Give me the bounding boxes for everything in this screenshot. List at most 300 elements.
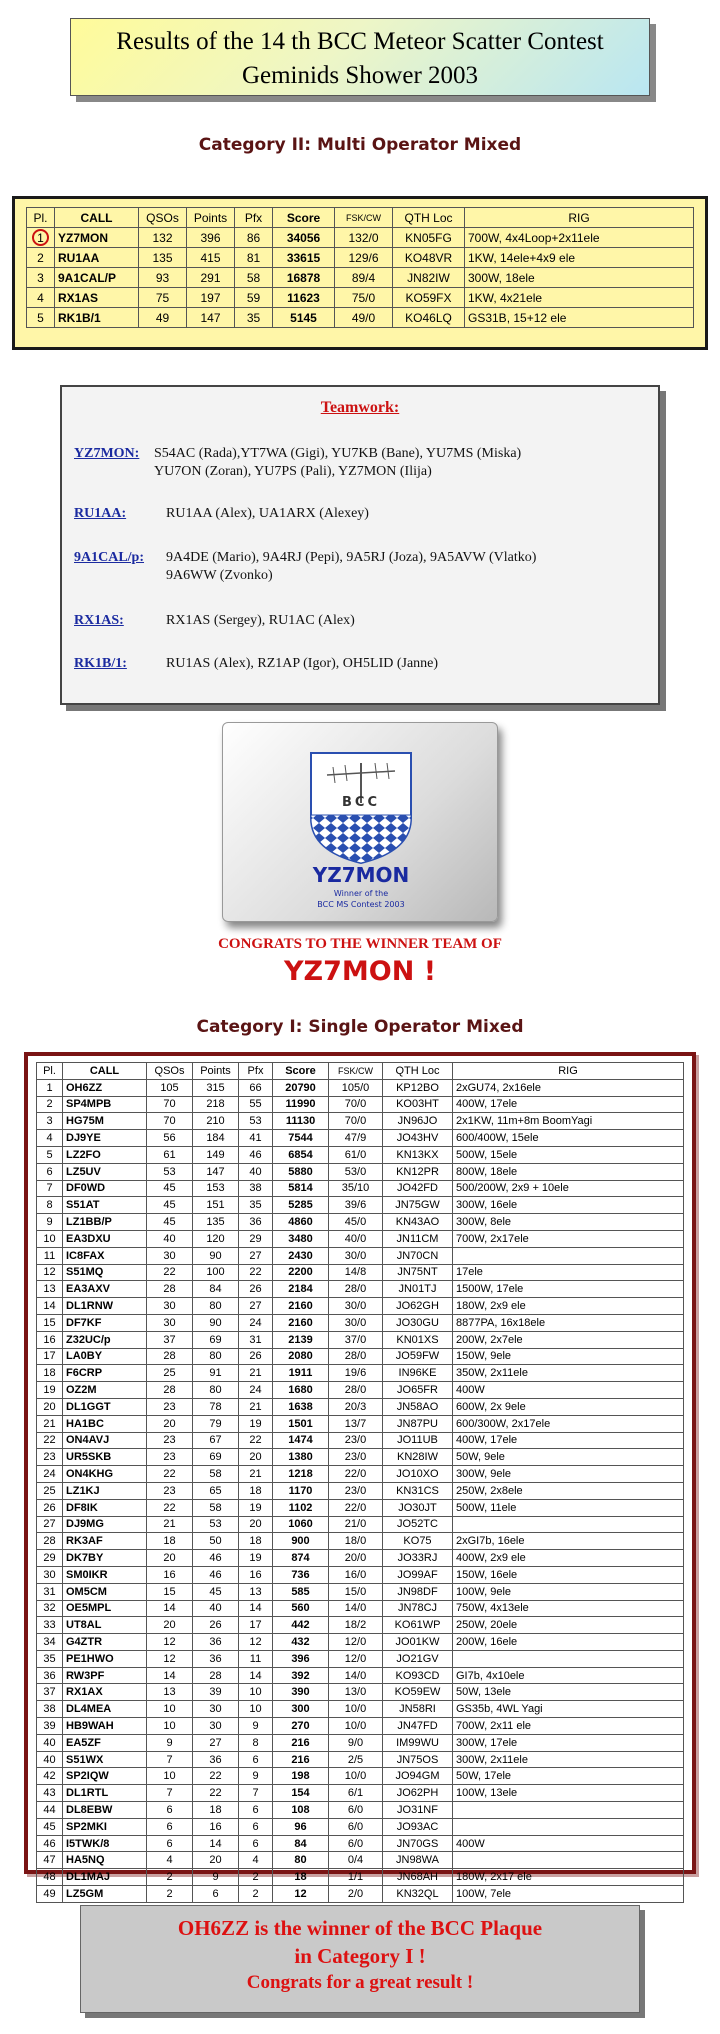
table-cell: 27	[239, 1298, 273, 1315]
table-cell: 585	[273, 1583, 329, 1600]
table-cell: 500W, 11ele	[453, 1499, 684, 1516]
table-row	[27, 308, 694, 328]
table-cell: 38	[239, 1180, 273, 1197]
table-cell: 14/0	[329, 1600, 383, 1617]
table-cell: KO61WP	[383, 1617, 453, 1634]
table-cell: 39	[37, 1718, 63, 1735]
table-cell: 11623	[273, 288, 335, 308]
table-cell: 32	[37, 1600, 63, 1617]
table-row	[37, 1331, 684, 1348]
table-cell: 9	[239, 1718, 273, 1735]
table-cell: DF7KF	[63, 1314, 147, 1331]
table-cell: 11990	[273, 1096, 329, 1113]
table-cell: 350W, 2x11ele	[453, 1365, 684, 1382]
table-cell: 21	[239, 1466, 273, 1483]
table-cell: 20	[193, 1852, 239, 1869]
congrats-line: CONGRATS TO THE WINNER TEAM OF	[218, 936, 502, 952]
winner-team-call: YZ7MON !	[283, 956, 437, 987]
table-cell: HB9WAH	[63, 1718, 147, 1735]
winner-announcement-line3: Congrats for a great result !	[246, 1972, 474, 1993]
table-row	[37, 1566, 684, 1583]
table-cell: 22	[239, 1264, 273, 1281]
table-cell: JN70CN	[383, 1247, 453, 1264]
table-cell: IN96KE	[383, 1365, 453, 1382]
table-cell: 6/1	[329, 1785, 383, 1802]
table-cell: 12	[37, 1264, 63, 1281]
table-row	[37, 1734, 684, 1751]
table-cell: 9	[147, 1734, 193, 1751]
table-cell: 70	[147, 1113, 193, 1130]
table-cell: 12	[147, 1634, 193, 1651]
table-cell: 80	[193, 1382, 239, 1399]
table-cell: DJ9YE	[63, 1130, 147, 1147]
table-cell: 30	[147, 1314, 193, 1331]
table-cell: DL1RTL	[63, 1785, 147, 1802]
table-cell: 900	[273, 1533, 329, 1550]
column-header: RIG	[465, 208, 694, 228]
table-row	[37, 1516, 684, 1533]
table-cell: 600/300W, 2x17ele	[453, 1415, 684, 1432]
team-members	[154, 445, 648, 481]
table-cell: 300	[273, 1701, 329, 1718]
table-cell: 151	[193, 1197, 239, 1214]
table-cell: 38	[37, 1701, 63, 1718]
table-cell: 34056	[273, 228, 335, 248]
table-cell: 4	[27, 288, 55, 308]
table-row	[37, 1096, 684, 1113]
table-cell: 44	[37, 1802, 63, 1819]
table-cell: 14	[193, 1835, 239, 1852]
table-cell: 8	[239, 1734, 273, 1751]
table-cell: 36	[193, 1650, 239, 1667]
table-cell: 89/4	[335, 268, 393, 288]
table-cell: 31	[239, 1331, 273, 1348]
winner-circle-icon	[32, 229, 49, 246]
table-cell: 2	[239, 1869, 273, 1886]
category-2-header-row	[27, 208, 694, 228]
table-cell: KN31CS	[383, 1482, 453, 1499]
table-row	[37, 1348, 684, 1365]
table-cell: 55	[239, 1096, 273, 1113]
table-cell: JO52TC	[383, 1516, 453, 1533]
table-cell: JO62PH	[383, 1785, 453, 1802]
table-cell: 14/8	[329, 1264, 383, 1281]
table-cell: 2	[147, 1886, 193, 1903]
table-cell: 13	[147, 1684, 193, 1701]
table-cell: 315	[193, 1079, 239, 1096]
table-cell: DK7BY	[63, 1550, 147, 1567]
table-row	[37, 1600, 684, 1617]
team-call: RX1AS:	[74, 613, 124, 628]
table-cell: 197	[187, 288, 235, 308]
table-cell: 43	[37, 1785, 63, 1802]
table-cell: 33	[37, 1617, 63, 1634]
table-cell: 17	[239, 1617, 273, 1634]
table-cell: 15	[147, 1583, 193, 1600]
table-cell: 17ele	[453, 1264, 684, 1281]
table-cell: JN98DF	[383, 1583, 453, 1600]
table-cell: DL8EBW	[63, 1802, 147, 1819]
table-cell: 5285	[273, 1197, 329, 1214]
table-cell: 69	[193, 1331, 239, 1348]
table-cell: 30	[193, 1718, 239, 1735]
table-cell: 200W, 16ele	[453, 1634, 684, 1651]
table-cell: 28	[193, 1667, 239, 1684]
table-cell: JN87PU	[383, 1415, 453, 1432]
table-cell: 2xGI7b, 16ele	[453, 1533, 684, 1550]
table-cell: 135	[139, 248, 187, 268]
table-cell: RX1AX	[63, 1684, 147, 1701]
table-cell: JN75GW	[383, 1197, 453, 1214]
table-cell: 1	[27, 228, 55, 248]
table-cell: 2080	[273, 1348, 329, 1365]
table-cell: 21/0	[329, 1516, 383, 1533]
team-members-line: 9A4DE (Mario), 9A4RJ (Pepi), 9A5RJ (Joza), 9A5AVW (Vlatko)	[166, 550, 537, 565]
team-members-line: YU7ON (Zoran), YU7PS (Pali), YZ7MON (Ilija)	[154, 464, 432, 479]
table-cell: 400W, 17ele	[453, 1432, 684, 1449]
table-row	[37, 1281, 684, 1298]
team-members	[166, 505, 648, 523]
table-cell: 14	[147, 1667, 193, 1684]
team-call: RU1AA:	[74, 506, 127, 521]
table-row	[37, 1449, 684, 1466]
table-cell: 9	[239, 1768, 273, 1785]
table-cell: 1KW, 14ele+4x9 ele	[465, 248, 694, 268]
table-cell: 9/0	[329, 1734, 383, 1751]
table-cell: 30	[147, 1247, 193, 1264]
table-cell: DF0WD	[63, 1180, 147, 1197]
table-cell: 700W, 2x11 ele	[453, 1718, 684, 1735]
table-row	[37, 1835, 684, 1852]
table-cell: 6854	[273, 1146, 329, 1163]
table-cell: EA3DXU	[63, 1230, 147, 1247]
table-cell: 154	[273, 1785, 329, 1802]
table-cell: JN82IW	[393, 268, 465, 288]
table-row	[37, 1230, 684, 1247]
table-cell: 2	[239, 1886, 273, 1903]
teamwork-title: Teamwork:	[320, 399, 400, 416]
table-cell: 4	[37, 1130, 63, 1147]
table-row	[27, 288, 694, 308]
table-cell: JO10XO	[383, 1466, 453, 1483]
table-cell: 2139	[273, 1331, 329, 1348]
table-cell: 149	[193, 1146, 239, 1163]
table-row	[37, 1432, 684, 1449]
column-header: QTH Loc	[393, 208, 465, 228]
table-cell: KO93CD	[383, 1667, 453, 1684]
table-cell: OE5MPL	[63, 1600, 147, 1617]
table-cell: 14	[147, 1600, 193, 1617]
table-cell: 10	[147, 1701, 193, 1718]
table-cell: 2430	[273, 1247, 329, 1264]
table-cell: S51WX	[63, 1751, 147, 1768]
table-cell: G4ZTR	[63, 1634, 147, 1651]
table-row	[37, 1298, 684, 1315]
team-call: RK1B/1:	[74, 656, 127, 671]
table-cell: 11	[37, 1247, 63, 1264]
table-cell: 35	[239, 1197, 273, 1214]
table-cell: 198	[273, 1768, 329, 1785]
table-cell: 23	[37, 1449, 63, 1466]
table-row	[37, 1617, 684, 1634]
table-cell: 16	[147, 1566, 193, 1583]
table-cell: RK1B/1	[55, 308, 139, 328]
table-cell: KP12BO	[383, 1079, 453, 1096]
table-row	[27, 228, 694, 248]
table-cell: 300W, 16ele	[453, 1197, 684, 1214]
table-cell: 29	[239, 1230, 273, 1247]
table-row	[37, 1180, 684, 1197]
table-cell: 12	[239, 1634, 273, 1651]
table-cell: 79	[193, 1415, 239, 1432]
winner-announcement-box	[80, 1905, 640, 2013]
table-cell: 50W, 9ele	[453, 1449, 684, 1466]
table-cell: 2	[27, 248, 55, 268]
table-cell: 1680	[273, 1382, 329, 1399]
table-cell: 1/1	[329, 1869, 383, 1886]
table-row	[37, 1499, 684, 1516]
table-cell: 3	[37, 1113, 63, 1130]
table-cell: 9	[193, 1869, 239, 1886]
table-cell: JN75OS	[383, 1751, 453, 1768]
table-cell: GS31B, 15+12 ele	[465, 308, 694, 328]
table-cell: 210	[193, 1113, 239, 1130]
table-cell: 40	[239, 1163, 273, 1180]
table-cell: 108	[273, 1802, 329, 1819]
table-cell: 442	[273, 1617, 329, 1634]
table-cell: 560	[273, 1600, 329, 1617]
table-cell: JN78CJ	[383, 1600, 453, 1617]
table-cell: 2/0	[329, 1886, 383, 1903]
plaque-logo-text: BCC	[342, 795, 380, 810]
table-cell: 33615	[273, 248, 335, 268]
table-cell: 105/0	[329, 1079, 383, 1096]
table-cell: 218	[193, 1096, 239, 1113]
table-cell: 5	[37, 1146, 63, 1163]
table-cell: 16878	[273, 268, 335, 288]
results-title	[70, 18, 650, 96]
table-cell: JO65FR	[383, 1382, 453, 1399]
table-cell: 12	[147, 1650, 193, 1667]
table-cell: 10	[147, 1768, 193, 1785]
table-cell: 22	[239, 1432, 273, 1449]
table-cell: 23/0	[329, 1482, 383, 1499]
table-cell: SP2IQW	[63, 1768, 147, 1785]
team-entry	[74, 445, 648, 485]
table-cell: 10	[147, 1718, 193, 1735]
table-cell: 28/0	[329, 1281, 383, 1298]
table-cell: JO33RJ	[383, 1550, 453, 1567]
table-cell: 1474	[273, 1432, 329, 1449]
table-row	[37, 1247, 684, 1264]
table-cell: 132/0	[335, 228, 393, 248]
table-cell: 4	[239, 1852, 273, 1869]
table-cell: DJ9MG	[63, 1516, 147, 1533]
table-cell: 30	[37, 1566, 63, 1583]
table-cell: 49	[37, 1886, 63, 1903]
table-row	[27, 248, 694, 268]
column-header: QSOs	[139, 208, 187, 228]
table-cell: 7	[37, 1180, 63, 1197]
table-cell: GI7b, 4x10ele	[453, 1667, 684, 1684]
table-cell: 20	[239, 1449, 273, 1466]
table-cell: 11130	[273, 1113, 329, 1130]
table-cell: 22	[147, 1499, 193, 1516]
table-cell: JO30GU	[383, 1314, 453, 1331]
table-cell: 10	[239, 1701, 273, 1718]
table-cell: 216	[273, 1734, 329, 1751]
table-cell: 9A1CAL/P	[55, 268, 139, 288]
table-row	[37, 1533, 684, 1550]
table-cell: 70	[147, 1096, 193, 1113]
table-cell: 300W, 18ele	[465, 268, 694, 288]
table-cell: 11	[239, 1650, 273, 1667]
table-cell: JO59FW	[383, 1348, 453, 1365]
table-cell: 6/0	[329, 1818, 383, 1835]
table-cell: SP2MKI	[63, 1818, 147, 1835]
table-cell: 22	[37, 1432, 63, 1449]
table-cell: 2160	[273, 1314, 329, 1331]
table-cell: 34	[37, 1634, 63, 1651]
table-row	[37, 1751, 684, 1768]
table-cell: 28	[147, 1348, 193, 1365]
table-cell: 21	[37, 1415, 63, 1432]
table-cell: 42	[37, 1768, 63, 1785]
table-row	[37, 1466, 684, 1483]
table-cell: JN47FD	[383, 1718, 453, 1735]
table-cell: 13/7	[329, 1415, 383, 1432]
table-cell: 300W, 2x11ele	[453, 1751, 684, 1768]
table-row	[27, 268, 694, 288]
table-cell: 3	[27, 268, 55, 288]
table-row	[37, 1701, 684, 1718]
table-cell: 15	[37, 1314, 63, 1331]
table-cell: 49/0	[335, 308, 393, 328]
table-cell: 300W, 9ele	[453, 1466, 684, 1483]
results-title-line2: Geminids Shower 2003	[241, 62, 479, 89]
table-cell: 10	[37, 1230, 63, 1247]
table-cell: 2xGU74, 2x16ele	[453, 1079, 684, 1096]
table-cell: 13	[37, 1281, 63, 1298]
table-cell: 1	[37, 1079, 63, 1096]
table-cell: 500W, 15ele	[453, 1146, 684, 1163]
table-cell: KO59FX	[393, 288, 465, 308]
table-cell: 49	[139, 308, 187, 328]
table-cell: 5145	[273, 308, 335, 328]
table-cell: 31	[37, 1583, 63, 1600]
team-members-line: RX1AS (Sergey), RU1AC (Alex)	[166, 613, 355, 628]
table-cell: HA5NQ	[63, 1852, 147, 1869]
table-cell: 18	[239, 1482, 273, 1499]
table-cell: 23	[147, 1482, 193, 1499]
table-cell: 22/0	[329, 1499, 383, 1516]
category-2-table	[26, 207, 694, 328]
table-cell: JN01TJ	[383, 1281, 453, 1298]
table-cell: RX1AS	[55, 288, 139, 308]
team-call: 9A1CAL/p:	[74, 550, 145, 565]
table-cell: 35	[235, 308, 273, 328]
table-cell: 26	[37, 1499, 63, 1516]
table-cell	[453, 1802, 684, 1819]
table-cell: 25	[37, 1482, 63, 1499]
table-cell: KO59EW	[383, 1684, 453, 1701]
column-header: Pfx	[235, 208, 273, 228]
table-cell: 40	[147, 1230, 193, 1247]
table-cell: 30	[147, 1298, 193, 1315]
table-cell: 100W, 13ele	[453, 1785, 684, 1802]
table-cell: 12/0	[329, 1634, 383, 1651]
table-row	[37, 1852, 684, 1869]
column-header: RIG	[453, 1063, 684, 1080]
table-cell: 24	[239, 1314, 273, 1331]
table-cell: 18	[273, 1869, 329, 1886]
table-cell: 600/400W, 15ele	[453, 1130, 684, 1147]
category-2-table-frame	[12, 196, 708, 350]
column-header: Pl.	[27, 208, 55, 228]
table-cell: 19	[239, 1499, 273, 1516]
table-cell: 5880	[273, 1163, 329, 1180]
table-cell: 26	[239, 1348, 273, 1365]
table-cell: 26	[239, 1281, 273, 1298]
table-cell: 153	[193, 1180, 239, 1197]
table-cell: 5814	[273, 1180, 329, 1197]
table-cell: 135	[193, 1214, 239, 1231]
table-cell: 415	[187, 248, 235, 268]
table-cell: 132	[139, 228, 187, 248]
table-cell: 20	[147, 1617, 193, 1634]
table-cell: 4860	[273, 1214, 329, 1231]
table-cell: 25	[147, 1365, 193, 1382]
table-cell: 20	[239, 1516, 273, 1533]
table-cell: 600W, 2x 9ele	[453, 1398, 684, 1415]
table-cell: LA0BY	[63, 1348, 147, 1365]
table-cell	[453, 1650, 684, 1667]
table-row	[37, 1634, 684, 1651]
table-cell: 40	[193, 1600, 239, 1617]
table-cell: 22/0	[329, 1466, 383, 1483]
table-cell: 39	[193, 1684, 239, 1701]
team-members	[166, 612, 648, 630]
table-cell: 1170	[273, 1482, 329, 1499]
table-row	[37, 1785, 684, 1802]
table-cell: 80	[193, 1348, 239, 1365]
table-cell: 2184	[273, 1281, 329, 1298]
table-cell: JN98WA	[383, 1852, 453, 1869]
table-cell: UT8AL	[63, 1617, 147, 1634]
table-cell: 16	[239, 1566, 273, 1583]
table-cell: UR5SKB	[63, 1449, 147, 1466]
table-cell: 874	[273, 1550, 329, 1567]
table-cell: 45	[193, 1583, 239, 1600]
table-cell: 56	[147, 1130, 193, 1147]
table-cell: JN96JO	[383, 1113, 453, 1130]
column-header: Pl.	[37, 1063, 63, 1080]
table-cell: 18	[239, 1533, 273, 1550]
table-cell: 35/10	[329, 1180, 383, 1197]
table-cell: 736	[273, 1566, 329, 1583]
table-cell: 50W, 17ele	[453, 1768, 684, 1785]
table-cell: JO30JT	[383, 1499, 453, 1516]
table-row	[37, 1365, 684, 1382]
table-cell: 45	[147, 1214, 193, 1231]
table-cell: 81	[235, 248, 273, 268]
table-row	[37, 1398, 684, 1415]
table-cell: LZ5UV	[63, 1163, 147, 1180]
table-cell: 400W, 2x9 ele	[453, 1550, 684, 1567]
table-cell: 18	[37, 1365, 63, 1382]
table-cell: 5	[27, 308, 55, 328]
table-cell: KN43AO	[383, 1214, 453, 1231]
